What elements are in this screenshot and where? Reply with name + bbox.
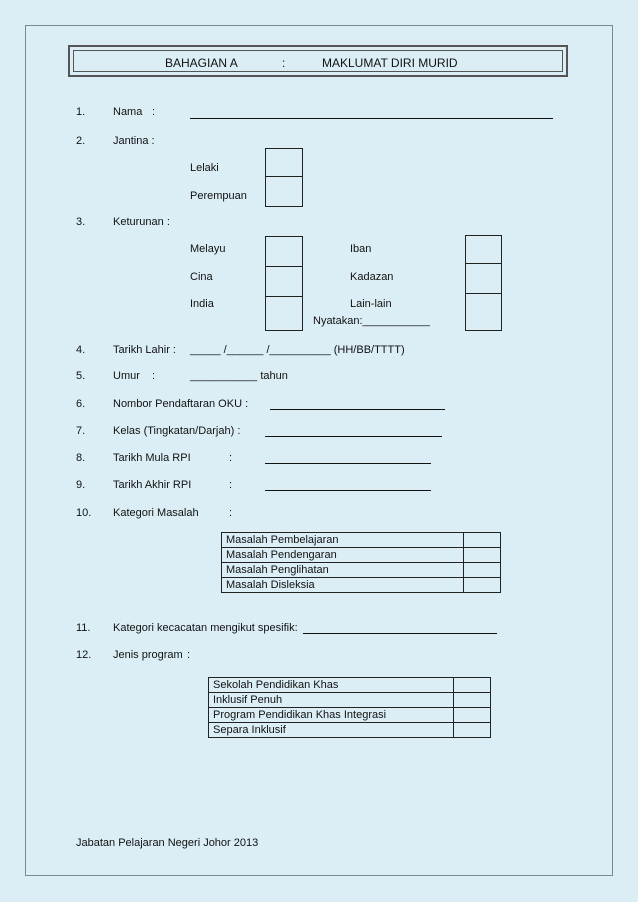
option-label: Masalah Disleksia	[222, 578, 464, 593]
option-label: Masalah Pendengaran	[222, 548, 464, 563]
section-label: BAHAGIAN A	[165, 56, 238, 70]
table-row	[209, 678, 491, 693]
table-row	[209, 723, 491, 738]
disability-specific-field[interactable]	[303, 633, 497, 634]
q11-number: 11.	[76, 622, 91, 634]
lain-lain-checkbox[interactable]	[465, 293, 502, 331]
ethnicity-option-label: Kadazan	[350, 271, 394, 283]
q8-label: Tarikh Mula RPI	[113, 452, 191, 464]
name-field[interactable]	[190, 118, 553, 119]
q9-colon: :	[229, 479, 233, 491]
option-label: Program Pendidikan Khas Integrasi	[209, 708, 454, 723]
class-field[interactable]	[265, 436, 442, 437]
cina-checkbox[interactable]	[265, 266, 303, 297]
q4-number: 4.	[76, 344, 86, 356]
ethnicity-option-label: Iban	[350, 243, 372, 255]
q2-label: Jantina :	[113, 135, 155, 147]
table-row	[209, 708, 491, 723]
q7-label: Kelas (Tingkatan/Darjah) :	[113, 425, 241, 437]
footer-text: Jabatan Pelajaran Negeri Johor 2013	[76, 837, 259, 849]
ethnicity-option-label: Melayu	[190, 243, 226, 255]
rpi-end-field[interactable]	[265, 490, 431, 491]
q5-label: Umur	[113, 370, 140, 382]
q3-number: 3.	[76, 216, 86, 228]
kadazan-checkbox[interactable]	[465, 263, 502, 294]
table-row	[209, 693, 491, 708]
option-checkbox[interactable]	[464, 548, 501, 563]
q8-colon: :	[229, 452, 233, 464]
problem-category-table	[221, 532, 501, 593]
ethnicity-option-label: India	[190, 298, 214, 310]
india-checkbox[interactable]	[265, 296, 303, 331]
specify-field[interactable]: Nyatakan:___________	[313, 315, 430, 327]
oku-number-field[interactable]	[270, 409, 445, 410]
q1-label: Nama	[113, 106, 143, 118]
q10-colon: :	[229, 507, 233, 519]
table-row	[222, 548, 501, 563]
ethnicity-option-label: Lain-lain	[350, 298, 392, 310]
q2-number: 2.	[76, 135, 86, 147]
option-label: Masalah Penglihatan	[222, 563, 464, 578]
q12-number: 12.	[76, 649, 92, 661]
gender-option-label: Perempuan	[190, 190, 247, 202]
q5-number: 5.	[76, 370, 86, 382]
option-label: Inklusif Penuh	[209, 693, 454, 708]
option-label: Masalah Pembelajaran	[222, 533, 464, 548]
option-checkbox[interactable]	[454, 723, 491, 738]
q10-label: Kategori Masalah	[113, 507, 199, 519]
q10-number: 10.	[76, 507, 92, 519]
q9-number: 9.	[76, 479, 86, 491]
option-checkbox[interactable]	[464, 533, 501, 548]
perempuan-checkbox[interactable]	[265, 176, 303, 207]
option-label: Sekolah Pendidikan Khas	[209, 678, 454, 693]
option-checkbox[interactable]	[454, 708, 491, 723]
option-checkbox[interactable]	[464, 563, 501, 578]
option-checkbox[interactable]	[454, 693, 491, 708]
table-row	[222, 563, 501, 578]
q1-number: 1.	[76, 106, 86, 118]
table-row	[222, 578, 501, 593]
q1-colon: :	[152, 106, 156, 118]
iban-checkbox[interactable]	[465, 235, 502, 264]
gender-option-label: Lelaki	[190, 162, 219, 174]
q6-number: 6.	[76, 398, 86, 410]
q8-number: 8.	[76, 452, 86, 464]
q3-label: Keturunan :	[113, 216, 170, 228]
option-label: Separa Inklusif	[209, 723, 454, 738]
q6-label: Nombor Pendaftaran OKU :	[113, 398, 249, 410]
lelaki-checkbox[interactable]	[265, 148, 303, 177]
page-border	[25, 25, 613, 876]
section-colon: :	[282, 56, 286, 70]
program-type-table	[208, 677, 491, 738]
birthdate-field[interactable]: _____ /______ /__________ (HH/BB/TTTT)	[190, 344, 405, 356]
q12-colon: :	[187, 649, 191, 661]
q12-label: Jenis program	[113, 649, 183, 661]
q7-number: 7.	[76, 425, 86, 437]
q4-label: Tarikh Lahir :	[113, 344, 176, 356]
q11-label: Kategori kecacatan mengikut spesifik:	[113, 622, 298, 634]
age-field[interactable]: ___________ tahun	[190, 370, 288, 382]
option-checkbox[interactable]	[464, 578, 501, 593]
section-title: MAKLUMAT DIRI MURID	[322, 56, 458, 70]
section-header-box	[68, 45, 568, 77]
q5-colon: :	[152, 370, 156, 382]
q9-label: Tarikh Akhir RPI	[113, 479, 192, 491]
rpi-start-field[interactable]	[265, 463, 431, 464]
table-row	[222, 533, 501, 548]
option-checkbox[interactable]	[454, 678, 491, 693]
melayu-checkbox[interactable]	[265, 236, 303, 267]
ethnicity-option-label: Cina	[190, 271, 213, 283]
